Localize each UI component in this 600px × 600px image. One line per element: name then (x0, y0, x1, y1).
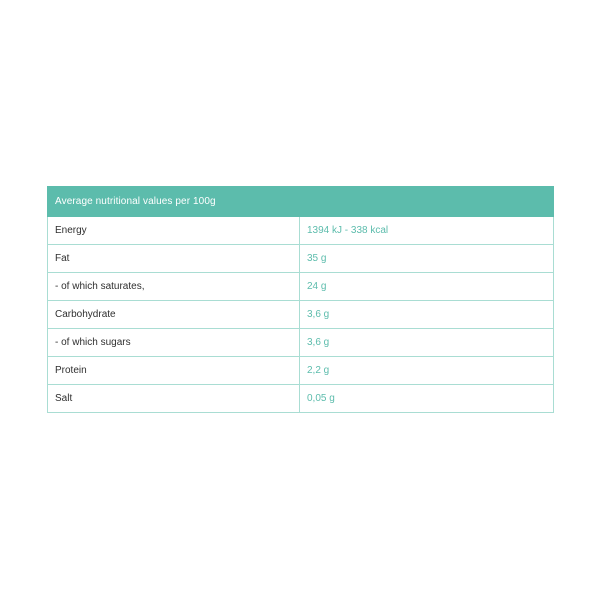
table-row (48, 273, 554, 301)
row-value-salt: 0,05 g (300, 385, 554, 413)
row-label-carbohydrate: Carbohydrate (48, 301, 300, 329)
row-label-energy: Energy (48, 217, 300, 245)
table-header: Average nutritional values per 100g (48, 187, 554, 217)
table-row (48, 329, 554, 357)
row-label-sugars: - of which sugars (48, 329, 300, 357)
row-value-carbohydrate: 3,6 g (300, 301, 554, 329)
table-row (48, 301, 554, 329)
table-row (48, 385, 554, 413)
row-value-energy: 1394 kJ - 338 kcal (300, 217, 554, 245)
row-label-fat: Fat (48, 245, 300, 273)
row-label-salt: Salt (48, 385, 300, 413)
nutrition-table (47, 186, 554, 413)
row-value-sugars: 3,6 g (300, 329, 554, 357)
table-row (48, 245, 554, 273)
table-row (48, 217, 554, 245)
table-row (48, 357, 554, 385)
row-value-fat: 35 g (300, 245, 554, 273)
row-label-saturates: - of which saturates, (48, 273, 300, 301)
row-value-saturates: 24 g (300, 273, 554, 301)
row-value-protein: 2,2 g (300, 357, 554, 385)
table-header-row (48, 187, 554, 217)
row-label-protein: Protein (48, 357, 300, 385)
